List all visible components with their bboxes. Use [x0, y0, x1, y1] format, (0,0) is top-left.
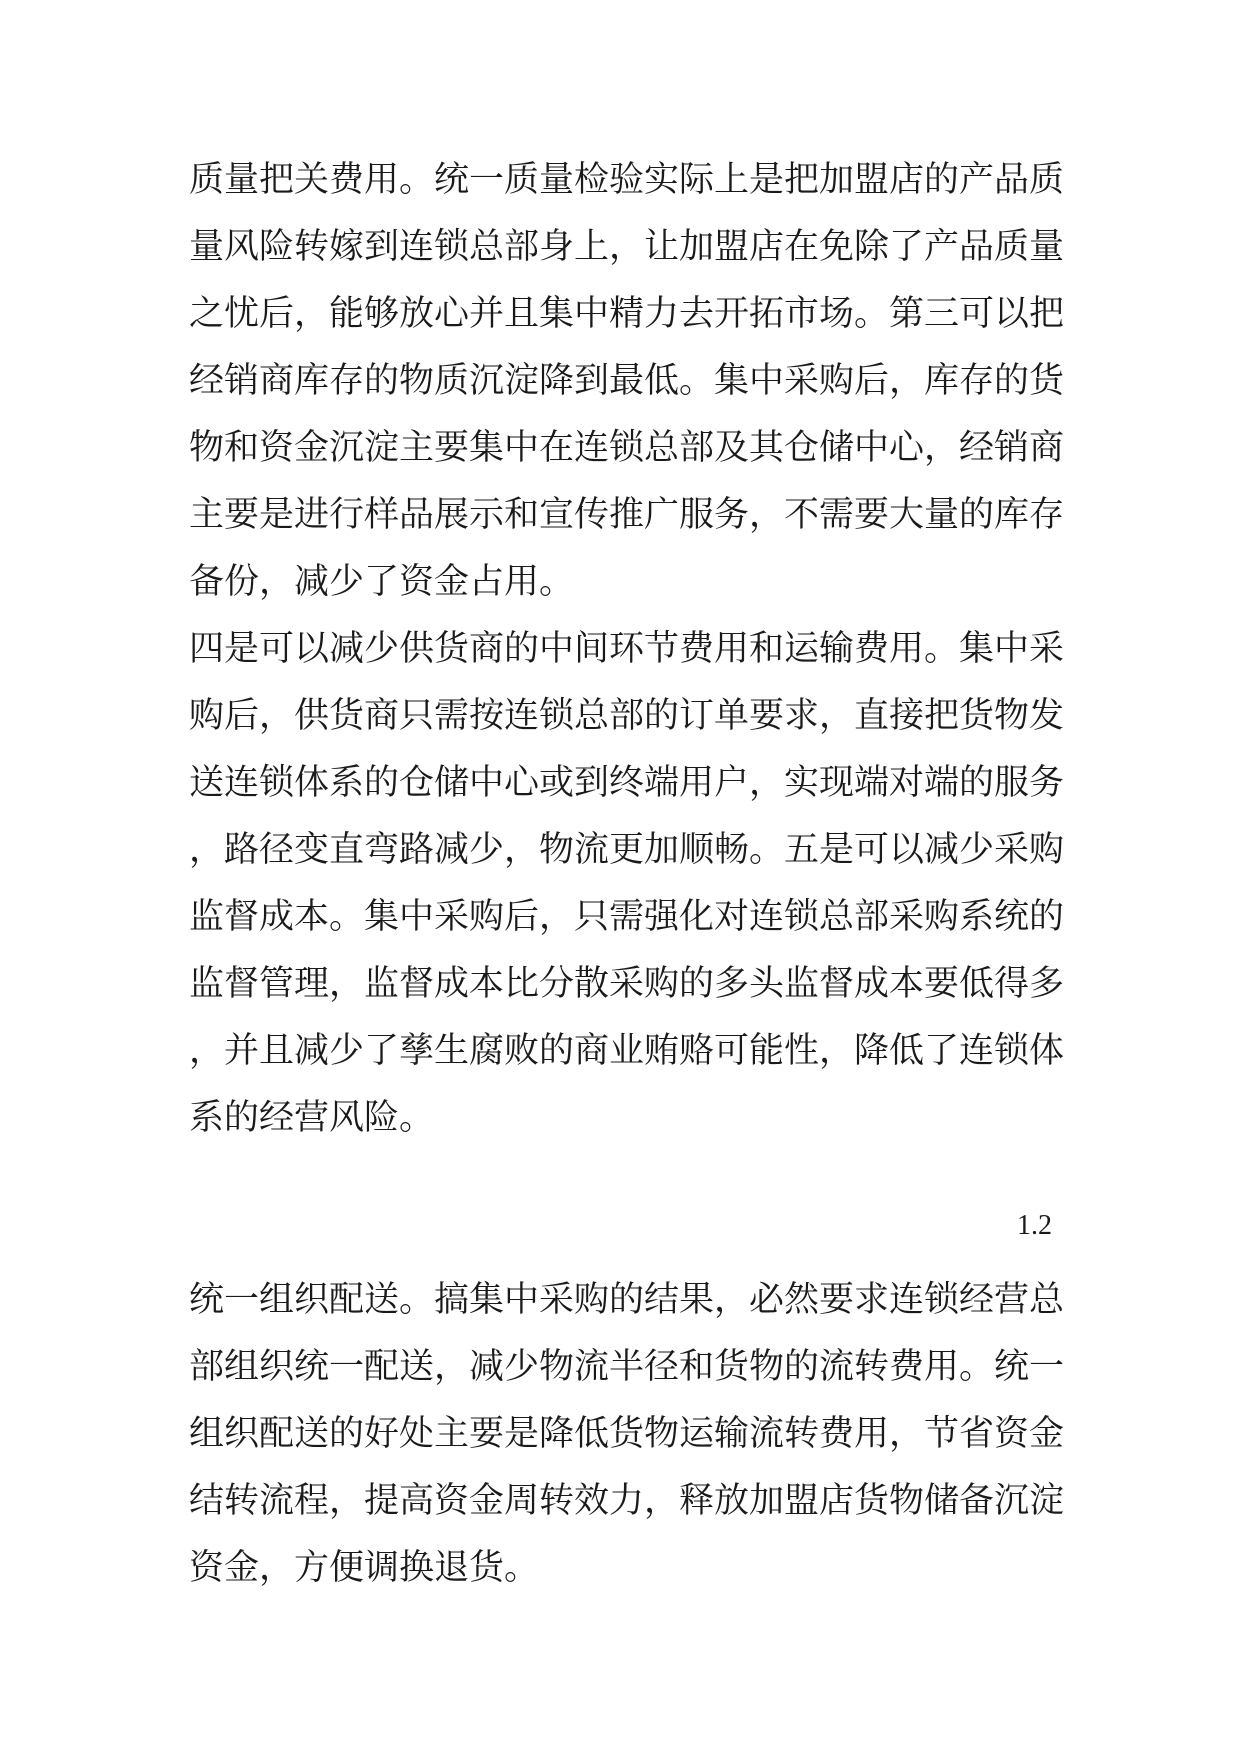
- text-line: 部组织统一配送，减少物流半径和货物的流转费用。统一: [189, 1347, 1065, 1387]
- text-line: 四是可以减少供货商的中间环节费用和运输费用。集中采: [189, 629, 1065, 669]
- text-line: 资金，方便调换退货。: [189, 1548, 540, 1588]
- text-line: ，并且减少了孳生腐败的商业贿赂可能性，降低了连锁体: [189, 1031, 1065, 1071]
- text-line: 监督管理，监督成本比分散采购的多头监督成本要低得多: [189, 964, 1065, 1004]
- text-line: 购后，供货商只需按连锁总部的订单要求，直接把货物发: [189, 696, 1065, 736]
- text-line: 质量把关费用。统一质量检验实际上是把加盟店的产品质: [189, 160, 1065, 200]
- text-line: 送连锁体系的仓储中心或到终端用户，实现端对端的服务: [189, 763, 1065, 803]
- text-line: 统一组织配送。搞集中采购的结果，必然要求连锁经营总: [189, 1280, 1065, 1320]
- text-line: 经销商库存的物质沉淀降到最低。集中采购后，库存的货: [189, 361, 1065, 401]
- text-line: ，路径变直弯路减少，物流更加顺畅。五是可以减少采购: [189, 830, 1065, 870]
- section-number: 1.2: [1017, 1210, 1052, 1241]
- text-line: 结转流程，提高资金周转效力，释放加盟店货物储备沉淀: [189, 1481, 1065, 1521]
- text-line: 物和资金沉淀主要集中在连锁总部及其仓储中心，经销商: [189, 428, 1065, 468]
- text-line: 量风险转嫁到连锁总部身上，让加盟店在免除了产品质量: [189, 227, 1065, 267]
- text-line: 主要是进行样品展示和宣传推广服务，不需要大量的库存: [189, 495, 1065, 535]
- text-line: 系的经营风险。: [189, 1098, 435, 1138]
- text-line: 之忧后，能够放心并且集中精力去开拓市场。第三可以把: [189, 294, 1065, 334]
- text-line: 组织配送的好处主要是降低货物运输流转费用，节省资金: [189, 1414, 1065, 1454]
- text-line: 监督成本。集中采购后，只需强化对连锁总部采购系统的: [189, 897, 1065, 937]
- text-line: 备份，减少了资金占用。: [189, 562, 575, 602]
